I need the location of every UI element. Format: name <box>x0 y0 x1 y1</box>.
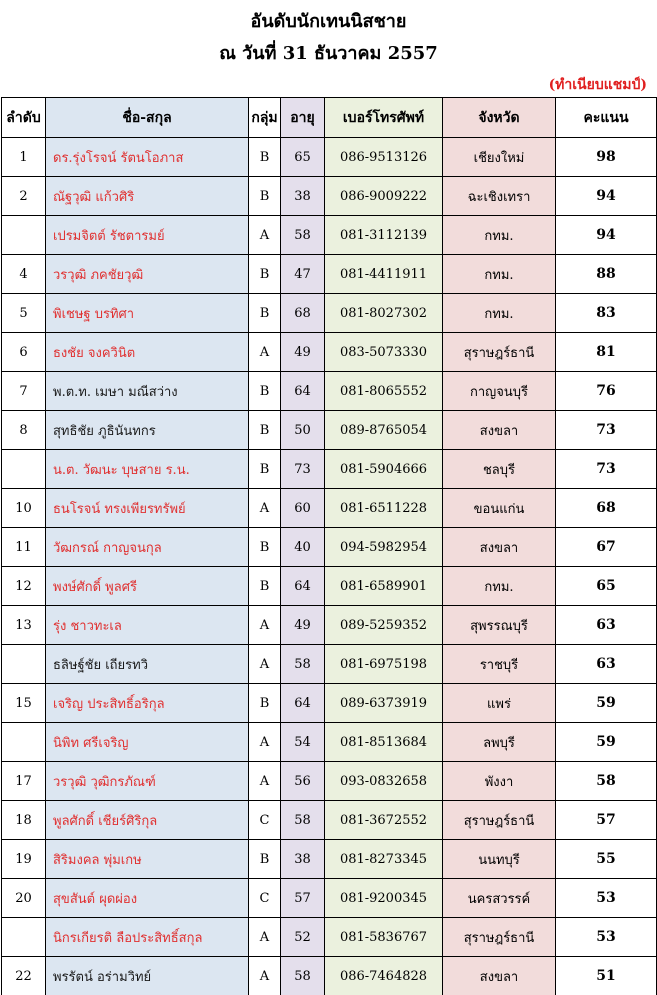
score-cell: 55 <box>556 840 657 879</box>
age-cell: 64 <box>281 684 325 723</box>
group-cell: C <box>249 801 281 840</box>
name-cell: ณัฐวุฒิ แก้วศิริ <box>46 177 249 216</box>
age-cell: 58 <box>281 216 325 255</box>
name-cell: สิริมงคล พุ่มเกษ <box>46 840 249 879</box>
group-cell: A <box>249 216 281 255</box>
group-cell: B <box>249 684 281 723</box>
age-cell: 40 <box>281 528 325 567</box>
age-cell: 58 <box>281 801 325 840</box>
group-cell: A <box>249 489 281 528</box>
table-row <box>2 411 657 450</box>
name-cell: พ.ต.ท. เมษา มณีสว่าง <box>46 372 249 411</box>
province-cell: สุราษฎร์ธานี <box>443 918 556 957</box>
table-row <box>2 762 657 801</box>
rank-cell: 12 <box>2 567 46 606</box>
score-cell: 51 <box>556 957 657 995</box>
hall-of-fame-note: (ทำเนียบแชมป์) <box>548 77 647 93</box>
group-cell: A <box>249 918 281 957</box>
table-row <box>2 957 657 995</box>
rank-cell: 2 <box>2 177 46 216</box>
province-cell: ขอนแก่น <box>443 489 556 528</box>
phone-cell: 081-8513684 <box>325 723 443 762</box>
group-cell: B <box>249 567 281 606</box>
group-cell: B <box>249 138 281 177</box>
age-cell: 58 <box>281 957 325 995</box>
score-cell: 98 <box>556 138 657 177</box>
name-cell: วรวุฒิ ภคชัยวุฒิ <box>46 255 249 294</box>
name-cell: เปรมจิตต์ รัชตารมย์ <box>46 216 249 255</box>
table-row <box>2 840 657 879</box>
age-cell: 47 <box>281 255 325 294</box>
name-cell: เจริญ ประสิทธิ์อริกุล <box>46 684 249 723</box>
phone-cell: 089-8765054 <box>325 411 443 450</box>
province-cell: แพร่ <box>443 684 556 723</box>
score-cell: 59 <box>556 723 657 762</box>
rank-cell: 7 <box>2 372 46 411</box>
group-cell: B <box>249 255 281 294</box>
table-row <box>2 567 657 606</box>
province-cell: กทม. <box>443 216 556 255</box>
phone-cell: 086-9513126 <box>325 138 443 177</box>
phone-cell: 083-5073330 <box>325 333 443 372</box>
phone-cell: 081-6975198 <box>325 645 443 684</box>
name-cell: สุขสันต์ ผุดผ่อง <box>46 879 249 918</box>
header-group: กลุ่ม <box>249 98 281 138</box>
table-row <box>2 645 657 684</box>
score-cell: 81 <box>556 333 657 372</box>
score-cell: 53 <box>556 879 657 918</box>
phone-cell: 081-3112139 <box>325 216 443 255</box>
page-subtitle: ณ วันที่ 31 ธันวาคม 2557 <box>219 43 438 64</box>
group-cell: B <box>249 177 281 216</box>
province-cell: สุพรรณบุรี <box>443 606 556 645</box>
score-cell: 68 <box>556 489 657 528</box>
rank-cell <box>2 723 46 762</box>
rank-cell: 20 <box>2 879 46 918</box>
table-row <box>2 216 657 255</box>
score-cell: 67 <box>556 528 657 567</box>
table-row <box>2 255 657 294</box>
province-cell: กทม. <box>443 294 556 333</box>
header-province: จังหวัด <box>443 98 556 138</box>
score-cell: 76 <box>556 372 657 411</box>
table-row <box>2 684 657 723</box>
age-cell: 57 <box>281 879 325 918</box>
rank-cell: 6 <box>2 333 46 372</box>
age-cell: 60 <box>281 489 325 528</box>
rank-cell <box>2 918 46 957</box>
phone-cell: 089-6373919 <box>325 684 443 723</box>
header-rank: ลำดับ <box>2 98 46 138</box>
score-cell: 63 <box>556 645 657 684</box>
province-cell: สงขลา <box>443 411 556 450</box>
rank-cell: 5 <box>2 294 46 333</box>
name-cell: ธงชัย จงควินิต <box>46 333 249 372</box>
province-cell: สงขลา <box>443 528 556 567</box>
phone-cell: 094-5982954 <box>325 528 443 567</box>
province-cell: ราชบุรี <box>443 645 556 684</box>
name-cell: พิเชษฐ บรทิศา <box>46 294 249 333</box>
age-cell: 68 <box>281 294 325 333</box>
score-cell: 65 <box>556 567 657 606</box>
score-cell: 53 <box>556 918 657 957</box>
province-cell: ฉะเชิงเทรา <box>443 177 556 216</box>
table-row <box>2 372 657 411</box>
table-row <box>2 879 657 918</box>
province-cell: เชียงใหม่ <box>443 138 556 177</box>
age-cell: 50 <box>281 411 325 450</box>
age-cell: 52 <box>281 918 325 957</box>
age-cell: 56 <box>281 762 325 801</box>
group-cell: B <box>249 411 281 450</box>
name-cell: นิพิท ศรีเจริญ <box>46 723 249 762</box>
header-name: ชื่อ-สกุล <box>46 98 249 138</box>
group-cell: A <box>249 333 281 372</box>
group-cell: B <box>249 372 281 411</box>
header-age: อายุ <box>281 98 325 138</box>
rank-cell: 8 <box>2 411 46 450</box>
name-cell: น.ต. วัฒนะ บุษสาย ร.น. <box>46 450 249 489</box>
table-row <box>2 489 657 528</box>
phone-cell: 093-0832658 <box>325 762 443 801</box>
age-cell: 54 <box>281 723 325 762</box>
group-cell: A <box>249 957 281 995</box>
name-cell: พงษ์ศักดิ์ พูลศรี <box>46 567 249 606</box>
table-row <box>2 294 657 333</box>
group-cell: A <box>249 645 281 684</box>
province-cell: ชลบุรี <box>443 450 556 489</box>
rank-cell <box>2 450 46 489</box>
rank-cell: 19 <box>2 840 46 879</box>
rank-cell: 11 <box>2 528 46 567</box>
table-row <box>2 801 657 840</box>
phone-cell: 081-3672552 <box>325 801 443 840</box>
name-cell: พรรัตน์ อร่ามวิทย์ <box>46 957 249 995</box>
header-phone: เบอร์โทรศัพท์ <box>325 98 443 138</box>
province-cell: สงขลา <box>443 957 556 995</box>
phone-cell: 081-4411911 <box>325 255 443 294</box>
table-row <box>2 723 657 762</box>
name-cell: รุ่ง ชาวทะเล <box>46 606 249 645</box>
score-cell: 59 <box>556 684 657 723</box>
age-cell: 49 <box>281 333 325 372</box>
table-row <box>2 528 657 567</box>
table-row <box>2 333 657 372</box>
phone-cell: 081-8273345 <box>325 840 443 879</box>
phone-cell: 081-8027302 <box>325 294 443 333</box>
province-cell: กาญจนบุรี <box>443 372 556 411</box>
table-header-row <box>2 98 657 138</box>
rank-cell: 10 <box>2 489 46 528</box>
score-cell: 94 <box>556 177 657 216</box>
age-cell: 65 <box>281 138 325 177</box>
score-cell: 73 <box>556 450 657 489</box>
group-cell: A <box>249 723 281 762</box>
group-cell: B <box>249 840 281 879</box>
age-cell: 64 <box>281 567 325 606</box>
province-cell: ลพบุรี <box>443 723 556 762</box>
province-cell: กทม. <box>443 255 556 294</box>
table-row <box>2 918 657 957</box>
name-cell: นิกรเกียรติ ลือประสิทธิ์สกุล <box>46 918 249 957</box>
phone-cell: 086-9009222 <box>325 177 443 216</box>
name-cell: พูลศักดิ์ เชียร์ศิริกุล <box>46 801 249 840</box>
score-cell: 83 <box>556 294 657 333</box>
name-cell: ธนโรจน์ ทรงเพียรทรัพย์ <box>46 489 249 528</box>
group-cell: B <box>249 294 281 333</box>
score-cell: 73 <box>556 411 657 450</box>
score-cell: 58 <box>556 762 657 801</box>
phone-cell: 081-5904666 <box>325 450 443 489</box>
phone-cell: 081-5836767 <box>325 918 443 957</box>
province-cell: พังงา <box>443 762 556 801</box>
rank-cell: 1 <box>2 138 46 177</box>
group-cell: A <box>249 762 281 801</box>
age-cell: 58 <box>281 645 325 684</box>
score-cell: 63 <box>556 606 657 645</box>
name-cell: ดร.รุ่งโรจน์ รัตนโอภาส <box>46 138 249 177</box>
rank-cell: 4 <box>2 255 46 294</box>
rank-cell: 15 <box>2 684 46 723</box>
name-cell: ธลิษฐ์ชัย เถียรทวิ <box>46 645 249 684</box>
phone-cell: 081-8065552 <box>325 372 443 411</box>
phone-cell: 089-5259352 <box>325 606 443 645</box>
page-title: อันดับนักเทนนิสชาย <box>250 11 407 32</box>
ranking-table <box>1 97 657 995</box>
table-row <box>2 450 657 489</box>
table-body <box>2 138 657 995</box>
table-row <box>2 177 657 216</box>
group-cell: A <box>249 606 281 645</box>
age-cell: 38 <box>281 840 325 879</box>
header-score: คะแนน <box>556 98 657 138</box>
rank-cell: 13 <box>2 606 46 645</box>
phone-cell: 081-6589901 <box>325 567 443 606</box>
age-cell: 49 <box>281 606 325 645</box>
name-cell: วรวุฒิ วุฒิกรภัณฑ์ <box>46 762 249 801</box>
group-cell: B <box>249 450 281 489</box>
rank-cell: 22 <box>2 957 46 995</box>
rank-cell: 18 <box>2 801 46 840</box>
group-cell: C <box>249 879 281 918</box>
phone-cell: 081-9200345 <box>325 879 443 918</box>
name-cell: สุทธิชัย ภูธินันทกร <box>46 411 249 450</box>
province-cell: สุราษฎร์ธานี <box>443 333 556 372</box>
table-row <box>2 138 657 177</box>
age-cell: 73 <box>281 450 325 489</box>
rank-cell <box>2 216 46 255</box>
rank-cell: 17 <box>2 762 46 801</box>
score-cell: 57 <box>556 801 657 840</box>
score-cell: 94 <box>556 216 657 255</box>
name-cell: วัฒกรณ์ กาญจนกุล <box>46 528 249 567</box>
score-cell: 88 <box>556 255 657 294</box>
rank-cell <box>2 645 46 684</box>
province-cell: นนทบุรี <box>443 840 556 879</box>
table-row <box>2 606 657 645</box>
province-cell: นครสวรรค์ <box>443 879 556 918</box>
group-cell: B <box>249 528 281 567</box>
province-cell: กทม. <box>443 567 556 606</box>
province-cell: สุราษฎร์ธานี <box>443 801 556 840</box>
age-cell: 38 <box>281 177 325 216</box>
age-cell: 64 <box>281 372 325 411</box>
phone-cell: 081-6511228 <box>325 489 443 528</box>
phone-cell: 086-7464828 <box>325 957 443 995</box>
